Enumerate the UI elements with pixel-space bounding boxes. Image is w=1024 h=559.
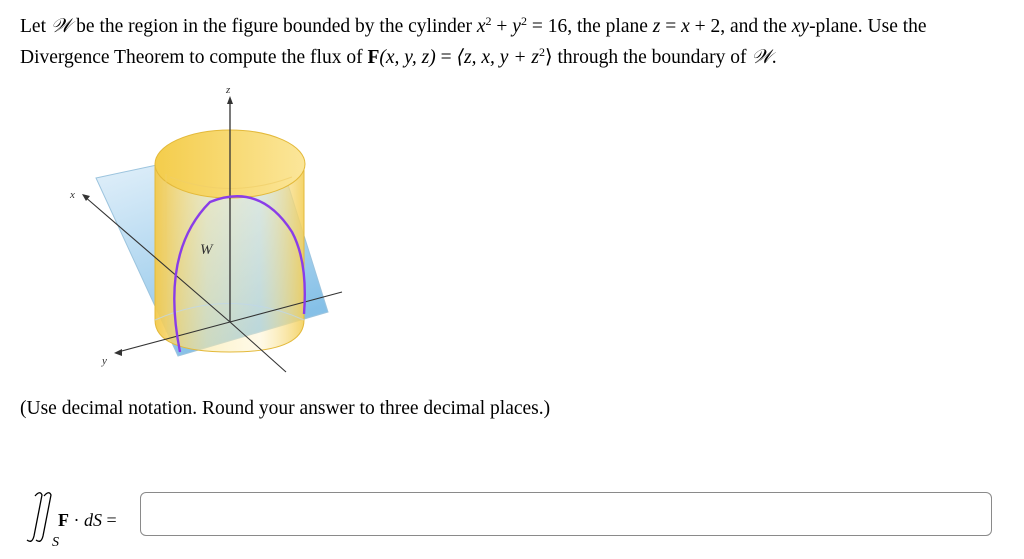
field-args: (x, y, z) — [379, 47, 436, 68]
region-label: W — [200, 242, 213, 258]
text-eq16: = 16, the plane — [526, 16, 653, 37]
region-figure — [60, 82, 360, 382]
text-period: . — [771, 47, 777, 68]
text-plus2: + 2, and the — [689, 16, 792, 37]
region-symbol: 𝒲 — [751, 47, 772, 68]
x-axis-label: x — [70, 189, 75, 201]
double-integral-icon — [22, 488, 62, 548]
surface-element: dS — [84, 510, 102, 530]
text-through: through the boundary of — [552, 47, 752, 68]
z-axis-label: z — [226, 84, 231, 96]
exponent: 2 — [485, 14, 492, 28]
y-axis-label: y — [102, 355, 107, 367]
exponent: 2 — [538, 45, 545, 59]
vector-field-F: F — [367, 47, 380, 68]
text-bounded: be the region in the figure bounded by the cylinder — [71, 16, 477, 37]
text-tail: -plane. Use the — [809, 16, 927, 37]
problem-statement — [20, 11, 1010, 73]
z-axis-arrow — [227, 96, 233, 104]
var-x: x — [681, 16, 690, 37]
equals-sign: = — [102, 510, 117, 530]
instruction-text: (Use decimal notation. Round your answer to three decimal places.) — [20, 398, 551, 419]
region-symbol: 𝒲 — [50, 16, 72, 37]
integrand — [58, 510, 117, 531]
dot-operator: · — [69, 510, 84, 530]
exponent: 2 — [520, 14, 527, 28]
y-axis-arrow — [114, 349, 122, 356]
text-let: Let — [20, 16, 51, 37]
surface-subscript: S — [52, 535, 59, 548]
bracket-close: ⟩ — [544, 47, 553, 68]
var-xy: xy — [791, 16, 810, 37]
text-plus: + — [491, 16, 513, 37]
field-components: ⟨z, x, y + z — [456, 47, 539, 68]
text-eq: = — [435, 47, 457, 68]
text-divergence: Divergence Theorem to compute the flux of — [20, 47, 368, 68]
answer-input[interactable] — [140, 492, 992, 536]
var-y: y — [512, 16, 521, 37]
text-eq: = — [660, 16, 682, 37]
vector-field-F: F — [58, 510, 69, 530]
var-x: x — [476, 16, 486, 37]
var-z: z — [652, 16, 661, 37]
